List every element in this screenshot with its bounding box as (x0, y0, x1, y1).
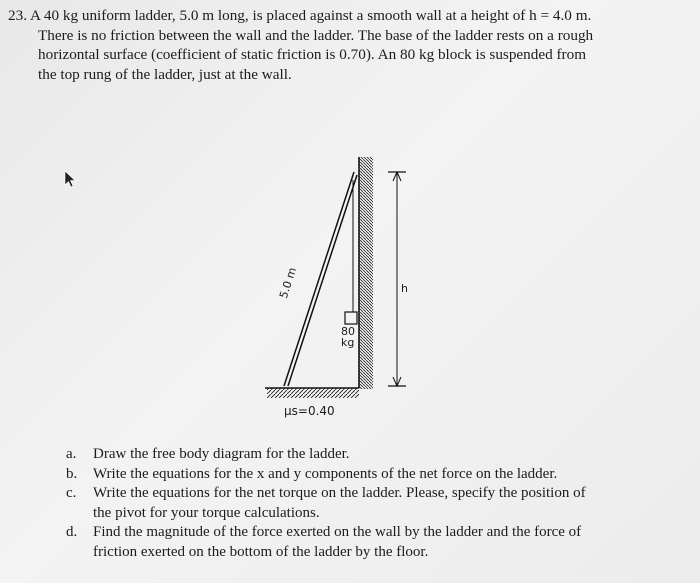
problem-number: 23. (8, 7, 27, 24)
problem-line-2: There is no friction between the wall and the ladder. The base of the ladder rests on a rough (38, 26, 594, 44)
question-b-text: Write the equations for the x and y components of the net force on the ladder. (93, 465, 558, 482)
question-a (66, 445, 686, 465)
floor-hatch (267, 388, 359, 398)
question-c-letter: c. (66, 485, 77, 501)
question-c (66, 484, 686, 523)
mouse-cursor-icon (63, 170, 77, 188)
question-a-letter: a. (66, 446, 77, 462)
question-d-letter: d. (66, 524, 78, 540)
problem-line-4: the top rung of the ladder, just at the wall. (38, 65, 292, 83)
question-d (66, 523, 686, 562)
block-mass-label-line1: 80 (341, 325, 355, 338)
ladder-length-label: 5.0 m (277, 265, 300, 301)
problem-line-3: horizontal surface (coefficient of static friction is 0.70). An 80 kg block is suspended from (38, 46, 587, 63)
question-list (66, 445, 686, 562)
wall-hatch (359, 157, 373, 389)
question-c-text-2: the pivot for your torque calculations. (93, 504, 320, 521)
ladder-diagram (255, 150, 415, 430)
problem-line-1: 23. A 40 kg uniform ladder, 5.0 m long, is placed against a smooth wall at a height of h = 4.0 m. (8, 7, 592, 24)
question-b (66, 465, 686, 485)
ladder-rail-2 (288, 175, 357, 386)
question-d-text-1: Find the magnitude of the force exerted on the wall by the ladder and the force of (93, 524, 582, 540)
question-c-text-1: Write the equations for the net torque on the ladder. Please, specify the position of (93, 485, 586, 501)
question-d-text-2: friction exerted on the bottom of the ladder by the floor. (93, 543, 429, 560)
block (345, 312, 357, 324)
friction-coefficient-label: μs=0.40 (284, 404, 335, 418)
problem-statement (8, 6, 690, 84)
question-a-text: Draw the free body diagram for the ladder. (93, 446, 350, 462)
height-label: h (401, 282, 408, 295)
block-mass-label-line2: kg (341, 336, 355, 349)
question-b-letter: b. (66, 465, 78, 482)
